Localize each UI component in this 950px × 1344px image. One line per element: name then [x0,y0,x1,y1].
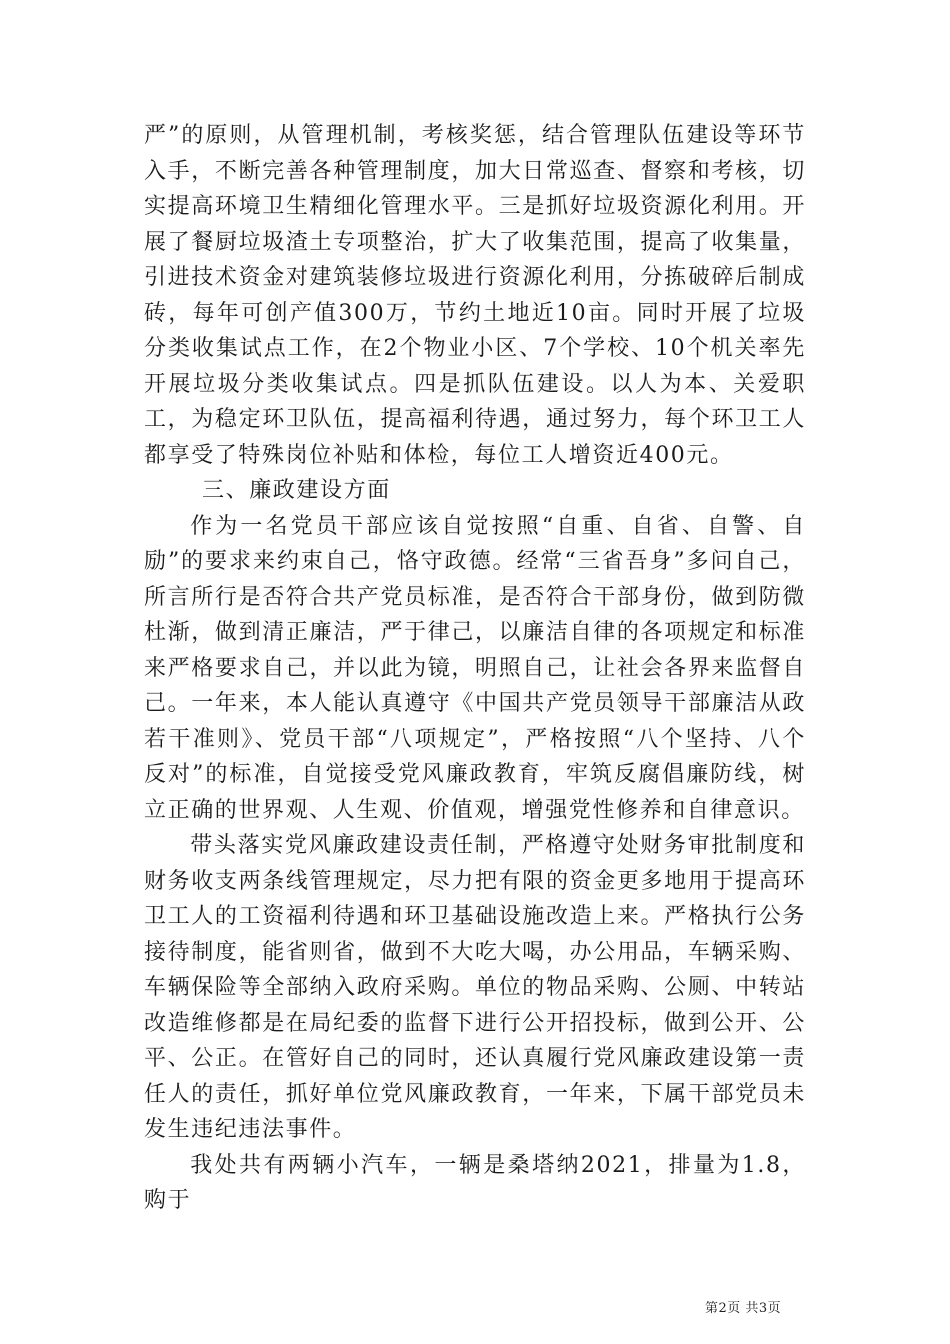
section-heading: 三、廉政建设方面 [202,478,391,503]
document-body [144,118,806,1219]
paragraph-vehicles: 我处共有两辆小汽车，一辆是桑塔纳2021，排量为1.8，购于 [144,1152,806,1213]
paragraph-continued: 严”的原则，从管理机制，考核奖惩，结合管理队伍建设等环节入手，不断完善各种管理制度，加大日常巡查、督察和考核，切实提高环境卫生精细化管理水平。三是抓好垃圾资源化利用。开展了餐厨垃圾渣土专项整治，扩大了收集范围，提高了收集量，引进技术资金对建筑装修垃圾进行资源化利用，分拣破碎后制成砖，每年可创产值300万，节约土地近10亩。同时开展了垃圾分类收集试点工作，在2个物业小区、7个学校、10个机关率先开展垃圾分类收集试点。四是抓队伍建设。以人为本、关爱职工，为稳定环卫队伍，提高福利待遇，通过努力，每个环卫工人都享受了特殊岗位补贴和体检，每位工人增资近400元。 [144,123,806,468]
paragraph-responsibility: 带头落实党风廉政建设责任制，严格遵守处财务审批制度和财务收支两条线管理规定，尽力把有限的资金更多地用于提高环卫工人的工资福利待遇和环卫基础设施改造上来。严格执行公务接待制度，能省则省，做到不大吃大喝，办公用品，车辆采购、车辆保险等全部纳入政府采购。单位的物品采购、公厕、中转站改造维修都是在局纪委的监督下进行公开招投标，做到公开、公平、公正。在管好自己的同时，还认真履行党风廉政建设第一责任人的责任，抓好单位党风廉政教育，一年来，下属干部党员未发生违纪违法事件。 [144,833,806,1142]
paragraph-integrity: 作为一名党员干部应该自觉按照“自重、自省、自警、自励”的要求来约束自己，恪守政德。经常“三省吾身”多问自己，所言所行是否符合共产党员标准，是否符合干部身份，做到防微杜渐，做到清正廉洁，严于律己，以廉洁自律的各项规定和标准来严格要求自己，并以此为镜，明照自己，让社会各界来监督自己。一年来，本人能认真遵守《中国共产党员领导干部廉洁从政若干准则》、党员干部“八项规定”，严格按照“八个坚持、八个反对”的标准，自觉接受党风廉政教育，牢筑反腐倡廉防线，树立正确的世界观、人生观、价值观，增强党性修养和自律意识。 [144,513,806,823]
page-number-footer: 第2页 共3页 [705,1301,782,1316]
